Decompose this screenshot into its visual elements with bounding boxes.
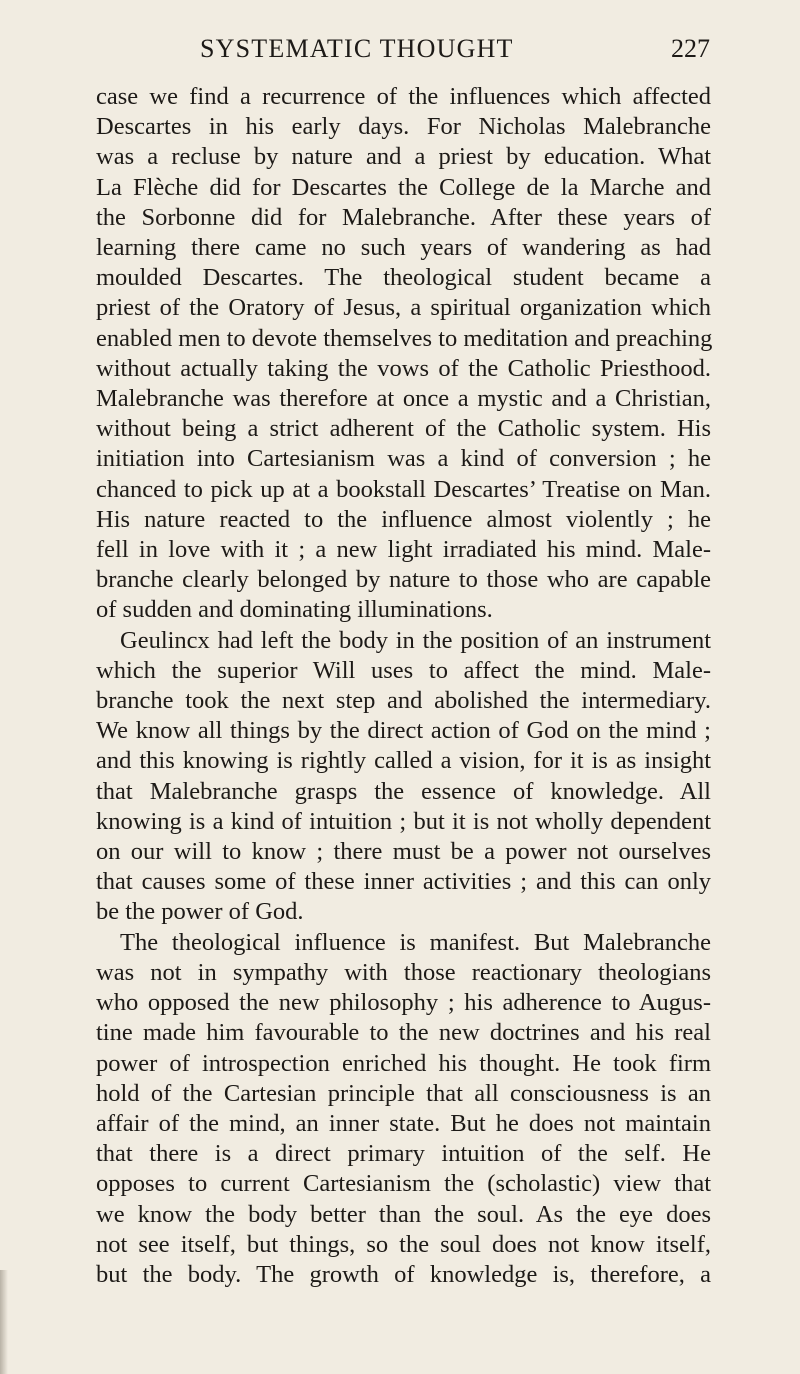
text-line: enabled men to devote themselves to meditation and preaching	[96, 324, 713, 352]
text-line: who opposed the new philosophy ; his adherence to Augus-	[96, 989, 711, 1017]
text-line: His nature reacted to the influence almost violently ; he	[96, 505, 711, 533]
text-line: was a recluse by nature and a priest by education. What	[96, 143, 711, 171]
text-line: and this knowing is rightly called a vision, for it is as insight	[96, 747, 711, 775]
text-line: affair of the mind, an inner state. But he does not maintain	[96, 1109, 711, 1137]
paragraph-3	[96, 928, 711, 1290]
text-line: not see itself, but things, so the soul does not know itself,	[96, 1230, 711, 1258]
text-line: initiation into Cartesianism was a kind of conversion ; he	[96, 445, 711, 473]
page-number: 227	[671, 34, 710, 63]
text-line: priest of the Oratory of Jesus, a spiritual organization which	[96, 294, 711, 322]
text-line: Geulincx had left the body in the position of an instrument	[120, 626, 711, 654]
text-line: learning there came no such years of wandering as had	[96, 234, 711, 262]
text-line: which the superior Will uses to affect the mind. Male-	[96, 656, 711, 684]
paragraph-1	[96, 82, 711, 626]
text-line: Malebranche was therefore at once a mystic and a Christian,	[96, 385, 711, 413]
text-line: without actually taking the vows of the Catholic Priesthood.	[96, 354, 711, 382]
text-line: power of introspection enriched his thought. He took firm	[96, 1049, 711, 1077]
text-line: opposes to current Cartesianism the (scholastic) view that	[96, 1170, 711, 1198]
text-line: We know all things by the direct action of God on the mind ;	[96, 717, 711, 745]
running-head	[95, 34, 710, 68]
text-line: The theological influence is manifest. But Malebranche	[120, 928, 711, 956]
text-line: La Flèche did for Descartes the College de la Marche and	[96, 173, 711, 201]
text-line: we know the body better than the soul. As the eye does	[96, 1200, 711, 1228]
text-line: chanced to pick up at a bookstall Descartes’ Treatise on Man.	[96, 475, 711, 503]
text-line: without being a strict adherent of the Catholic system. His	[96, 415, 711, 443]
text-line: Descartes in his early days. For Nicholas Malebranche	[96, 113, 711, 141]
text-line: branche clearly belonged by nature to those who are capable	[96, 566, 711, 594]
text-line: moulded Descartes. The theological student became a	[96, 264, 711, 292]
text-line: be the power of God.	[96, 898, 304, 926]
text-line: that there is a direct primary intuition of the self. He	[96, 1140, 711, 1168]
text-line: the Sorbonne did for Malebranche. After these years of	[96, 203, 711, 231]
text-line: was not in sympathy with those reactionary theologians	[96, 958, 711, 986]
text-line: but the body. The growth of knowledge is, therefore, a	[96, 1260, 711, 1288]
text-line: branche took the next step and abolished the intermediary.	[96, 687, 711, 715]
body-text	[96, 82, 711, 1290]
text-line: tine made him favourable to the new doctrines and his real	[96, 1019, 711, 1047]
text-line: that Malebranche grasps the essence of knowledge. All	[96, 777, 711, 805]
text-line: hold of the Cartesian principle that all consciousness is an	[96, 1079, 711, 1107]
paragraph-2	[96, 626, 711, 928]
binding-edge-shadow	[0, 1270, 8, 1374]
text-line: case we find a recurrence of the influences which affected	[96, 83, 711, 110]
text-line: that causes some of these inner activities ; and this can only	[96, 868, 711, 896]
text-line: knowing is a kind of intuition ; but it is not wholly dependent	[96, 807, 711, 835]
text-line: on our will to know ; there must be a power not ourselves	[96, 838, 711, 866]
running-title: SYSTEMATIC THOUGHT	[200, 34, 514, 63]
text-line: fell in love with it ; a new light irradiated his mind. Male-	[96, 536, 711, 564]
text-line: of sudden and dominating illuminations.	[96, 596, 493, 624]
